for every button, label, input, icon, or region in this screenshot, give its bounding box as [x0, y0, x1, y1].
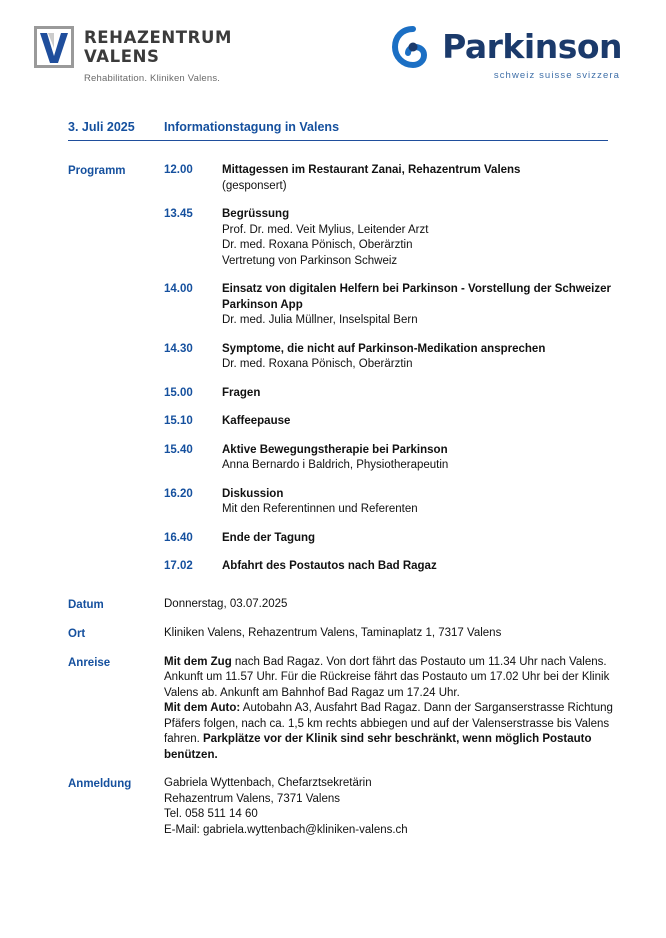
- section-anmeldung: [68, 776, 626, 838]
- anreise-auto-text: Autobahn A3, Ausfahrt Bad Ragaz. Dann der Sarganserstrasse Richtung Pfäfers folgen, nach ca. 1,5 km rechts abbiegen und auf der Valenserstrasse bis Valens fahren.: [164, 702, 613, 745]
- anmeldung-line: Gabriela Wyttenbach, Chefarztsekretärin: [164, 777, 372, 789]
- programm-item-text: [222, 443, 626, 474]
- logo-title-line1: REHAZENTRUM: [84, 28, 232, 47]
- programm-item-title: Kaffeepause: [222, 415, 291, 427]
- event-date: 3. Juli 2025: [68, 120, 135, 134]
- programm-item-text: [222, 342, 626, 373]
- parkinson-schweiz-logo: [392, 26, 622, 81]
- anreise-auto-bold-tail: Parkplätze vor der Klinik sind sehr beschränkt, wenn möglich Postauto benützen.: [164, 733, 592, 761]
- programm-item-text: [222, 559, 626, 575]
- programm-item-text: [222, 386, 626, 402]
- logo-subtitle: Rehabilitation. Kliniken Valens.: [84, 73, 221, 84]
- section-label-datum: Datum: [68, 598, 104, 611]
- programm-item: [164, 559, 626, 575]
- section-programm: [68, 163, 626, 588]
- document-header: [0, 0, 666, 82]
- programm-item-time: 12.00: [164, 164, 193, 176]
- document-body: [68, 163, 626, 838]
- programm-item-time: 15.00: [164, 386, 193, 399]
- programm-item-title: Einsatz von digitalen Helfern bei Parkinson - Vorstellung der Schweizer Parkinson App: [222, 283, 611, 311]
- programm-item-subline: Anna Bernardo i Baldrich, Physiotherapeutin: [222, 459, 449, 471]
- rehazentrum-valens-logo: [34, 26, 232, 84]
- anreise-value: [164, 655, 626, 764]
- programm-item-time: 17.02: [164, 560, 193, 572]
- programm-item-title: Mittagessen im Restaurant Zanai, Rehazentrum Valens: [222, 164, 521, 176]
- programm-item-title: Ende der Tagung: [222, 531, 316, 544]
- programm-item: [164, 207, 626, 269]
- programm-item-subline: Mit den Referentinnen und Referenten: [222, 503, 418, 515]
- programm-item-text: [222, 487, 626, 518]
- programm-list: [164, 163, 626, 588]
- parkinson-languages: schweiz suisse svizzera: [493, 70, 620, 81]
- programm-item-time: 16.20: [164, 487, 193, 500]
- anmeldung-line: E-Mail: gabriela.wyttenbach@kliniken-valens.ch: [164, 823, 408, 836]
- programm-item-time: 14.30: [164, 342, 193, 355]
- programm-item-title: Aktive Bewegungstherapie bei Parkinson: [222, 443, 448, 456]
- programm-item-subline: (gesponsert): [222, 179, 287, 192]
- programm-item-text: [222, 531, 626, 547]
- parkinson-swirl-icon: [392, 26, 434, 68]
- logo-title-line2: VALENS: [84, 47, 160, 66]
- programm-item-time: 14.00: [164, 283, 193, 295]
- programm-item-time: 13.45: [164, 208, 193, 220]
- anreise-zug-text: nach Bad Ragaz. Von dort fährt das Postauto um 11.34 Uhr nach Valens. Ankunft um 11.57 Uhr. Für die Rückreise fährt das Postauto um 17.02 Uhr bei der Klinik Valens ab. Ankunft am Bahnhof Bad Ragaz um 17.24 Uhr.: [164, 655, 610, 699]
- programm-item: [164, 163, 626, 194]
- programm-item-title: Fragen: [222, 386, 261, 399]
- anreise-zug-label: Mit dem Zug: [164, 655, 232, 668]
- programm-item: [164, 443, 626, 474]
- programm-item-time: 16.40: [164, 531, 193, 544]
- programm-item-text: [222, 282, 626, 329]
- programm-item-subline: Prof. Dr. med. Veit Mylius, Leitender Arzt: [222, 223, 429, 236]
- programm-item: [164, 342, 626, 373]
- programm-item-time: 15.10: [164, 415, 193, 427]
- programm-item-subline: Dr. med. Roxana Pönisch, Oberärztin: [222, 358, 413, 370]
- event-subject: Informationstagung in Valens: [164, 120, 340, 134]
- programm-item-text: [222, 207, 626, 269]
- section-label-programm: Programm: [68, 165, 126, 177]
- programm-item-text: [222, 163, 626, 194]
- section-label-ort: Ort: [68, 627, 86, 640]
- section-anreise: [68, 655, 626, 764]
- programm-item-subline: Dr. med. Julia Müllner, Inselspital Bern: [222, 314, 418, 326]
- anmeldung-value: [164, 776, 626, 838]
- programm-item: [164, 282, 626, 329]
- parkinson-wordmark: Parkinson: [442, 27, 622, 66]
- programm-item: [164, 487, 626, 518]
- ort-value: Kliniken Valens, Rehazentrum Valens, Taminaplatz 1, 7317 Valens: [164, 626, 502, 639]
- programm-item: [164, 386, 626, 402]
- programm-item-title: Diskussion: [222, 487, 284, 500]
- programm-item: [164, 531, 626, 547]
- section-datum: [68, 597, 626, 613]
- programm-item-title: Abfahrt des Postautos nach Bad Ragaz: [222, 560, 437, 572]
- event-titlebar: [68, 120, 608, 141]
- anmeldung-line: Tel. 058 511 14 60: [164, 808, 258, 820]
- programm-item-title: Symptome, die nicht auf Parkinson-Medikation ansprechen: [222, 342, 546, 355]
- section-label-anreise: Anreise: [68, 656, 111, 669]
- programm-item-time: 15.40: [164, 443, 193, 456]
- programm-item-subline: Vertretung von Parkinson Schweiz: [222, 254, 398, 267]
- section-ort: [68, 626, 626, 642]
- programm-item-title: Begrüssung: [222, 208, 290, 220]
- anreise-auto-label: Mit dem Auto:: [164, 702, 241, 714]
- programm-item-subline: Dr. med. Roxana Pönisch, Oberärztin: [222, 239, 413, 251]
- section-label-anmeldung: Anmeldung: [68, 778, 132, 790]
- programm-item: [164, 414, 626, 430]
- valens-v-mark-icon: [34, 26, 74, 68]
- programm-item-text: [222, 414, 626, 430]
- anmeldung-line: Rehazentrum Valens, 7371 Valens: [164, 792, 341, 805]
- datum-value: Donnerstag, 03.07.2025: [164, 597, 288, 610]
